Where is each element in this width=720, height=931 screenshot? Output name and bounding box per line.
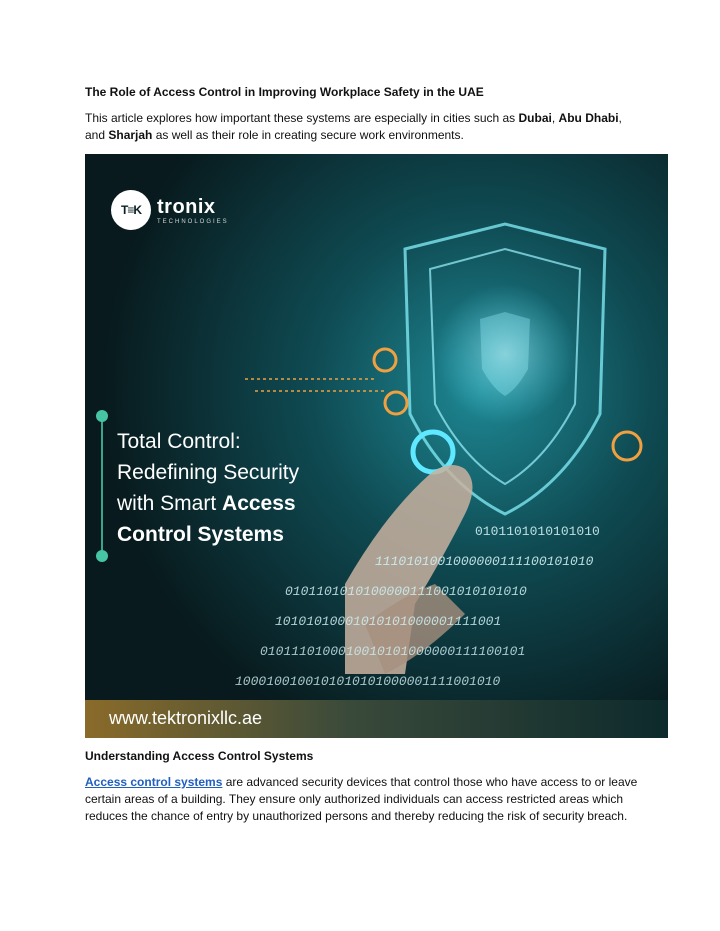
headline-line [117,488,347,519]
accent-dot [96,550,108,562]
accent-dot [96,410,108,422]
hero-image [85,154,668,738]
binary-row: 0101101010101010 [475,524,600,539]
logo-badge: T≡K [111,190,151,230]
binary-row: 0101110100010010101000000111100101 [260,644,526,659]
logo-name: tronix [157,195,216,218]
headline-line: Control Systems [117,523,284,546]
binary-row: 0101101010100000111001010101010 [285,584,527,599]
logo-text [157,196,229,225]
headline-text: with Smart [117,492,223,515]
headline-bold-text: Access [222,492,296,515]
binary-row: 10101010001010101000001111001 [275,614,502,629]
intro-text: and [85,128,109,142]
hero-headline [117,426,347,550]
city-dubai: Dubai [518,111,552,125]
body-paragraph [85,774,655,825]
intro-text: This article explores how important these systems are especially in cities such as [85,111,519,125]
headline-line: Total Control: [117,430,241,453]
binary-row: 1110101001000000111100101010 [375,554,594,569]
access-control-link[interactable]: Access control systems [85,775,223,789]
intro-paragraph [85,110,645,144]
company-logo [111,190,229,230]
hero-footer-bar [85,700,668,738]
body-text: are advanced security devices that control those who have access to or leave certain areas of a building. They ensure only authorized individuals can access restricted areas which reduces the chance of entry by unauthorized persons and thereby reducing the risk of security breach. [85,775,638,823]
section-heading: Understanding Access Control Systems [85,749,314,763]
city-sharjah: Sharjah [108,128,153,142]
city-abu-dhabi: Abu Dhabi [558,111,619,125]
separator: , [551,111,559,125]
accent-line [101,416,103,556]
intro-text: as well as their role in creating secure work environments. [152,128,464,142]
separator: , [618,111,622,125]
headline-line: Redefining Security [117,461,300,484]
binary-row: 1000100100101010101000001111001010 [235,674,501,689]
logo-subtitle: TECHNOLOGIES [157,218,229,225]
article-title: The Role of Access Control in Improving Workplace Safety in the UAE [85,85,484,99]
website-url: www.tektronixllc.ae [109,708,263,728]
